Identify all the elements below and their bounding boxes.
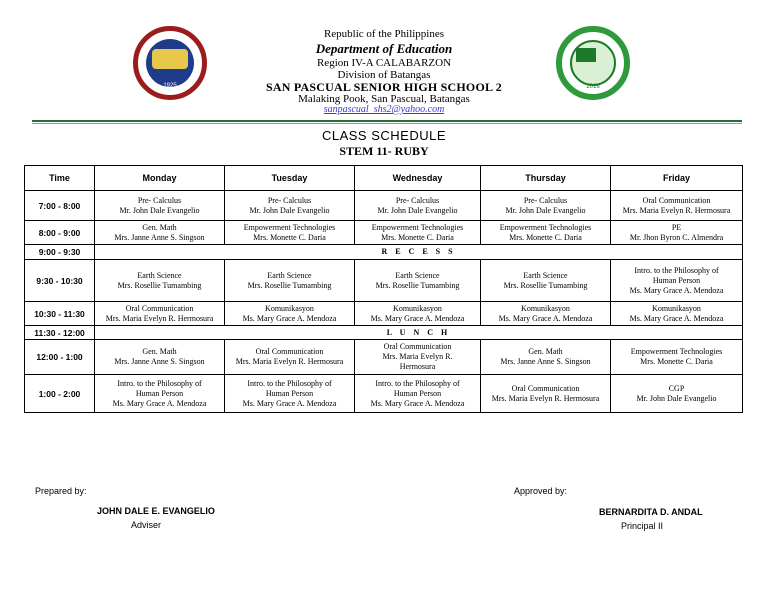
table-row xyxy=(25,260,743,302)
class-cell xyxy=(355,340,481,375)
teacher-text: Ms. Mary Grace A. Mendoza xyxy=(370,313,465,323)
class-cell xyxy=(95,260,225,302)
header-divider xyxy=(32,120,742,122)
class-cell xyxy=(611,191,743,221)
teacher-text: Human Person xyxy=(393,388,442,398)
class-cell xyxy=(481,375,611,413)
time-cell: 7:00 - 8:00 xyxy=(25,191,95,221)
subject-text: Komunikasyon xyxy=(652,303,701,313)
time-cell: 11:30 - 12:00 xyxy=(25,326,95,340)
class-cell xyxy=(95,340,225,375)
approved-by-role: Principal II xyxy=(621,521,664,531)
teacher-text: Mrs. Rosellie Tumambing xyxy=(247,280,332,290)
subject-text: Oral Communication xyxy=(642,195,711,205)
teacher-text: Ms. Mary Grace A. Mendoza xyxy=(370,398,465,408)
school-address: Malaking Pook, San Pascual, Batangas xyxy=(298,93,470,105)
teacher-text: Ms. Mary Grace A. Mendoza xyxy=(629,285,724,295)
table-row xyxy=(25,375,743,413)
column-header-monday: Monday xyxy=(95,166,225,191)
teacher-text: Hermosura xyxy=(399,362,436,371)
subject-text: Oral Communication xyxy=(511,383,580,393)
teacher-text: Mrs. Maria Evelyn R. Hermosura xyxy=(235,357,344,366)
seal-year: 1925 xyxy=(163,83,177,89)
time-cell: 10:30 - 11:30 xyxy=(25,302,95,326)
class-cell xyxy=(355,260,481,302)
time-cell: 9:00 - 9:30 xyxy=(25,245,95,260)
class-cell xyxy=(95,191,225,221)
teacher-text: Human Person xyxy=(265,388,314,398)
subject-text: Pre- Calculus xyxy=(267,195,312,205)
prepared-by-name: JOHN DALE E. EVANGELIO xyxy=(97,506,215,516)
teacher-text: Mr. John Dale Evangelio xyxy=(505,205,586,215)
subject-text: Komunikasyon xyxy=(265,303,314,313)
column-header-friday: Friday xyxy=(611,166,743,191)
teacher-text: Mrs. Maria Evelyn R. Hermosura xyxy=(491,393,600,403)
class-cell xyxy=(225,191,355,221)
class-cell xyxy=(481,191,611,221)
division-line: Division of Batangas xyxy=(337,69,431,81)
subject-text: Gen. Math xyxy=(142,347,177,356)
teacher-text: Mrs. Maria Evelyn R. xyxy=(382,352,453,361)
table-row xyxy=(25,191,743,221)
class-cell xyxy=(225,221,355,245)
subject-text: Pre- Calculus xyxy=(137,195,182,205)
section-title: STEM 11- RUBY xyxy=(339,144,429,158)
subject-text: Intro. to the Philosophy of xyxy=(634,265,719,275)
prepared-by-role: Adviser xyxy=(131,520,162,530)
approved-by-name: BERNARDITA D. ANDAL xyxy=(599,507,703,517)
table-row xyxy=(25,221,743,245)
class-cell xyxy=(355,375,481,413)
time-cell: 8:00 - 9:00 xyxy=(25,221,95,245)
subject-text: Oral Communication xyxy=(255,347,324,356)
class-cell xyxy=(225,340,355,375)
teacher-text: Mr. Jhon Byron C. Almendra xyxy=(629,232,724,242)
class-cell xyxy=(355,302,481,326)
teacher-text: Mrs. Janne Anne S. Singson xyxy=(500,357,591,366)
class-cell xyxy=(611,260,743,302)
teacher-text: Mr. John Dale Evangelio xyxy=(249,205,330,215)
schedule-table xyxy=(24,165,743,413)
time-cell: 9:30 - 10:30 xyxy=(25,260,95,302)
teacher-text: Ms. Mary Grace A. Mendoza xyxy=(242,313,337,323)
subject-text: Oral Communication xyxy=(383,342,452,351)
subject-text: Earth Science xyxy=(523,270,568,280)
class-cell xyxy=(225,375,355,413)
header-divider-thin xyxy=(32,123,742,124)
table-row xyxy=(25,340,743,375)
school-name: SAN PASCUAL SENIOR HIGH SCHOOL 2 xyxy=(266,80,502,94)
time-cell: 12:00 - 1:00 xyxy=(25,340,95,375)
class-cell xyxy=(611,302,743,326)
class-cell xyxy=(481,260,611,302)
prepared-by-label: Prepared by: xyxy=(35,486,87,496)
subject-text: Empowerment Technologies xyxy=(243,222,336,232)
republic-line: Republic of the Philippines xyxy=(323,28,445,40)
subject-text: Gen. Math xyxy=(142,222,177,232)
time-cell: 1:00 - 2:00 xyxy=(25,375,95,413)
class-cell xyxy=(481,302,611,326)
table-row xyxy=(25,245,743,260)
column-header-wednesday: Wednesday xyxy=(355,166,481,191)
teacher-text: Ms. Mary Grace A. Mendoza xyxy=(242,398,337,408)
subject-text: Empowerment Technologies xyxy=(371,222,464,232)
class-cell xyxy=(355,191,481,221)
table-row xyxy=(25,302,743,326)
column-header-time: Time xyxy=(25,166,95,191)
table-row xyxy=(25,326,743,340)
subject-text: Intro. to the Philosophy of xyxy=(375,378,460,388)
class-cell xyxy=(355,221,481,245)
teacher-text: Mrs. Rosellie Tumambing xyxy=(503,280,588,290)
subject-text: Pre- Calculus xyxy=(523,195,568,205)
subject-text: Earth Science xyxy=(395,270,440,280)
break-cell: R E C E S S xyxy=(95,245,743,260)
subject-text: Pre- Calculus xyxy=(395,195,440,205)
class-cell xyxy=(225,302,355,326)
teacher-text: Human Person xyxy=(652,275,701,285)
teacher-text: Ms. Mary Grace A. Mendoza xyxy=(498,313,593,323)
teacher-text: Mrs. Monette C. Daria xyxy=(253,232,326,242)
teacher-text: Mr. John Dale Evangelio xyxy=(119,205,200,215)
seal-year: 2016 xyxy=(586,84,600,90)
subject-text: Earth Science xyxy=(137,270,182,280)
class-cell xyxy=(611,221,743,245)
approved-by-label: Approved by: xyxy=(514,486,568,496)
teacher-text: Mrs. Maria Evelyn R. Hermosura xyxy=(105,313,214,323)
subject-text: Earth Science xyxy=(267,270,312,280)
subject-text: Intro. to the Philosophy of xyxy=(247,378,332,388)
subject-text: Empowerment Technologies xyxy=(499,222,592,232)
class-cell xyxy=(95,375,225,413)
teacher-text: Mrs. Janne Anne S. Singson xyxy=(114,232,205,242)
schedule-title: CLASS SCHEDULE xyxy=(321,128,447,143)
subject-text: PE xyxy=(671,222,682,232)
table-header-row xyxy=(25,166,743,191)
teacher-text: Ms. Mary Grace A. Mendoza xyxy=(629,313,724,323)
class-cell xyxy=(611,375,743,413)
teacher-text: Mrs. Monette C. Daria xyxy=(381,232,454,242)
subject-text: Komunikasyon xyxy=(393,303,442,313)
teacher-text: Mrs. Maria Evelyn R. Hermosura xyxy=(622,205,731,215)
teacher-text: Mr. John Dale Evangelio xyxy=(636,393,717,403)
teacher-text: Mrs. Rosellie Tumambing xyxy=(117,280,202,290)
department-line: Department of Education xyxy=(315,41,453,56)
class-cell xyxy=(481,221,611,245)
column-header-tuesday: Tuesday xyxy=(225,166,355,191)
break-cell: L U N C H xyxy=(95,326,743,340)
class-cell xyxy=(95,302,225,326)
class-cell xyxy=(225,260,355,302)
teacher-text: Mr. John Dale Evangelio xyxy=(377,205,458,215)
class-cell xyxy=(611,340,743,375)
subject-text: CGP xyxy=(668,383,685,393)
region-line: Region IV-A CALABARZON xyxy=(316,57,452,69)
subject-text: Intro. to the Philosophy of xyxy=(117,378,202,388)
subject-text: Gen. Math xyxy=(528,347,563,356)
teacher-text: Human Person xyxy=(135,388,184,398)
teacher-text: Mrs. Monette C. Daria xyxy=(509,232,582,242)
class-cell xyxy=(95,221,225,245)
subject-text: Empowerment Technologies xyxy=(630,347,723,356)
class-cell xyxy=(481,340,611,375)
subject-text: Komunikasyon xyxy=(521,303,570,313)
column-header-thursday: Thursday xyxy=(481,166,611,191)
school-email-link[interactable]: sanpascual_shs2@yahoo.com xyxy=(323,104,445,115)
teacher-text: Mrs. Janne Anne S. Singson xyxy=(114,357,205,366)
teacher-text: Mrs. Rosellie Tumambing xyxy=(375,280,460,290)
teacher-text: Mrs. Monette C. Daria xyxy=(640,357,713,366)
subject-text: Oral Communication xyxy=(125,303,194,313)
teacher-text: Ms. Mary Grace A. Mendoza xyxy=(112,398,207,408)
